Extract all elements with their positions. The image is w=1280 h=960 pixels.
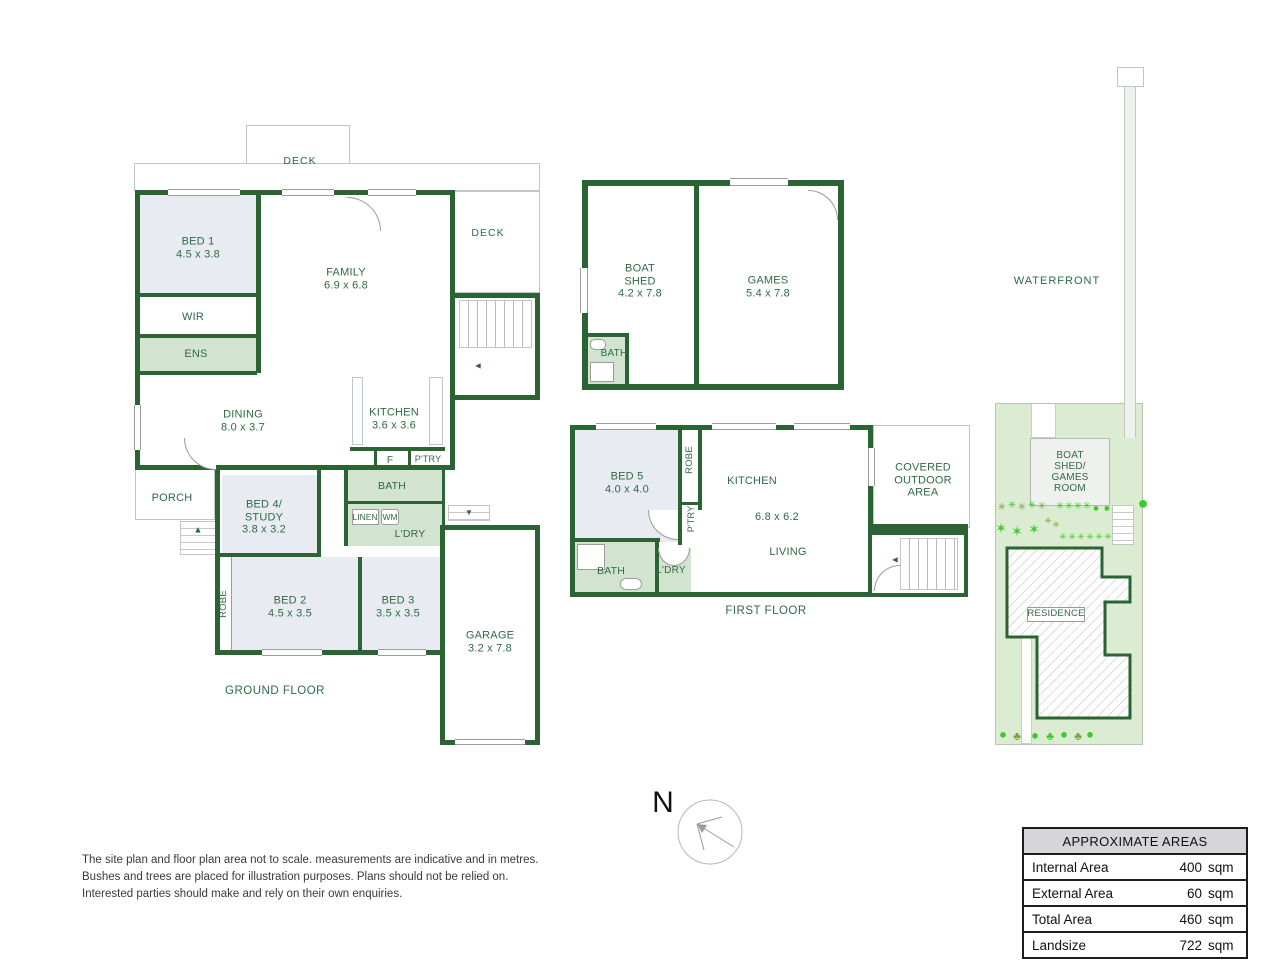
- window-covered-left: [868, 448, 875, 486]
- bush-icon: ✳: [1044, 515, 1052, 526]
- table-row: [1024, 855, 1246, 881]
- boatshed-bath-label: BATH: [600, 347, 628, 359]
- window-dining-left: [134, 405, 141, 450]
- bush-icon: ✳: [1052, 519, 1060, 530]
- deck-top-label: DECK: [283, 154, 317, 167]
- garage-label: GARAGE 3.2 x 7.8: [465, 629, 515, 654]
- disclaimer-line: Interested parties should make and rely on their own enquiries.: [82, 888, 403, 900]
- tree-icon: ♣: [1013, 729, 1021, 743]
- jetty-head: [1117, 67, 1144, 87]
- bed5-robe-wall: [678, 430, 682, 545]
- bath-ldry-wall: [348, 501, 442, 504]
- covered-outdoor-left-wall: [868, 488, 873, 528]
- bush-icon: ✳: [1017, 502, 1027, 513]
- bush-icon: ✳: [1086, 531, 1094, 542]
- bush-icon: ✳: [1027, 500, 1037, 511]
- deck-band-outline: [134, 163, 540, 191]
- boatshed-window-left: [580, 268, 588, 313]
- ptry-label-gf: P'TRY: [414, 453, 442, 464]
- bed5-bath-wall: [575, 538, 660, 542]
- linen-label: LINEN: [352, 511, 378, 522]
- boatshed-bath-wall-t: [588, 333, 628, 337]
- ldry-label-ff: L'DRY: [656, 564, 686, 576]
- bed5-label: BED 5 4.0 x 4.0: [605, 470, 649, 495]
- disclaimer-line: The site plan and floor plan area not to scale. measurements are indicative and in metres.: [82, 854, 539, 866]
- bed4-right-wall: [317, 470, 321, 555]
- area-label: Landsize: [1032, 937, 1087, 953]
- ptry-closet-wall: [408, 447, 411, 465]
- games-label: GAMES 5.4 x 7.8: [746, 274, 790, 299]
- tree-icon: ●: [1086, 726, 1094, 742]
- bush-icon: ✳: [1068, 531, 1076, 542]
- area-value: 400: [1179, 859, 1202, 875]
- porch-steps-arrow: ▲: [193, 524, 203, 535]
- window-bed1-top: [168, 189, 240, 196]
- area-unit: sqm: [1208, 911, 1234, 927]
- tree-icon: ●: [1137, 493, 1149, 513]
- window-bed5-top: [596, 423, 656, 430]
- kitchen-label-gf: KITCHEN 3.6 x 3.6: [369, 406, 419, 431]
- deck-right-label: DECK: [471, 226, 505, 239]
- kitchen-dims-ff: 6.8 x 6.2: [755, 510, 799, 523]
- ldry-label-gf: L'DRY: [394, 527, 426, 540]
- bath-label-ff: BATH: [596, 564, 626, 577]
- bush-icon: ✳: [1059, 531, 1067, 542]
- area-label: Internal Area: [1032, 859, 1109, 875]
- hall-bath-wall: [344, 470, 348, 546]
- porch-label: PORCH: [151, 491, 193, 504]
- garage-door-opening: [455, 739, 525, 745]
- disclaimer-line: Bushes and trees are placed for illustration purposes. Plans should not be relied on.: [82, 871, 509, 883]
- boatshed-shower: [590, 362, 614, 382]
- areas-table-header: APPROXIMATE AREAS: [1024, 829, 1246, 855]
- bush-icon: ✳: [1104, 531, 1112, 542]
- bush-icon: ●: [1092, 502, 1100, 515]
- kitchen-label-ff: KITCHEN: [727, 474, 777, 487]
- tree-icon: ●: [1031, 727, 1039, 743]
- bush-icon: ✳: [1077, 531, 1085, 542]
- bush-icon: ✳: [1082, 501, 1092, 512]
- compass-north-label: N: [652, 785, 674, 819]
- robe-divider: [231, 557, 232, 650]
- first-floor-title: FIRST FLOOR: [725, 604, 807, 617]
- robe-ptry-divider: [678, 502, 702, 505]
- kitchen-bath-wall: [350, 447, 445, 451]
- bush-icon: ✳: [997, 502, 1007, 513]
- residence-footprint: [995, 403, 1143, 745]
- path-steps-arrow: ▼: [465, 508, 473, 517]
- window-bed3-bottom: [378, 649, 426, 656]
- area-unit: sqm: [1208, 859, 1234, 875]
- ens-dining-wall: [140, 371, 257, 375]
- bush-icon: ✳: [1055, 501, 1065, 512]
- approximate-areas-table: [1022, 827, 1248, 959]
- site-boatshed-label: BOAT SHED/ GAMES ROOM: [1051, 450, 1089, 494]
- tree-icon: ♣: [1046, 729, 1054, 743]
- compass-icon: [676, 798, 746, 868]
- bush-icon: ✳: [1007, 500, 1017, 511]
- family-label: FAMILY 6.9 x 6.8: [324, 266, 368, 291]
- ens-label: ENS: [184, 347, 208, 360]
- disclaimer-text: [82, 852, 552, 903]
- residence-label-box: [1027, 607, 1085, 622]
- boatshed-label: BOAT SHED 4.2 x 7.8: [618, 262, 662, 300]
- table-row: [1024, 933, 1246, 957]
- window-bed2-bottom: [262, 649, 322, 656]
- ptry-label-ff: P'TRY: [685, 505, 696, 533]
- area-unit: sqm: [1208, 885, 1234, 901]
- bush-icon: ✶: [1028, 521, 1040, 537]
- area-unit: sqm: [1208, 937, 1234, 953]
- bed1-family-wall: [256, 195, 261, 373]
- bed1-label: BED 1 4.5 x 3.8: [176, 235, 220, 260]
- tree-icon: ●: [999, 726, 1007, 742]
- boatshed-games-wall: [694, 186, 699, 384]
- window-living-top: [794, 423, 850, 430]
- area-label: External Area: [1032, 885, 1114, 901]
- waterfront-label: WATERFRONT: [1013, 274, 1101, 287]
- bush-icon: ✶: [1011, 523, 1023, 539]
- bush-icon: ✳: [1064, 501, 1074, 512]
- bed2-bed3-wall: [358, 557, 362, 650]
- table-row: [1024, 907, 1246, 933]
- tree-icon: ●: [1060, 726, 1068, 742]
- bush-icon: ✳: [1073, 501, 1083, 512]
- bush-icon: ✳: [1095, 531, 1103, 542]
- area-label: Total Area: [1032, 911, 1093, 927]
- bed4-label: BED 4/ STUDY 3.8 x 3.2: [242, 498, 286, 536]
- f-closet-label: F: [386, 454, 394, 466]
- dining-label: DINING 8.0 x 3.7: [221, 408, 265, 433]
- covered-outdoor-bottom-wall: [868, 524, 968, 531]
- covered-outdoor-label: COVERED OUTDOOR AREA: [894, 461, 952, 499]
- residence-label: RESIDENCE: [1027, 608, 1085, 620]
- bed1-wir-wall: [140, 293, 256, 297]
- robe-kitchen-wall: [698, 430, 702, 510]
- bed3-label: BED 3 3.5 x 3.5: [376, 594, 420, 619]
- area-value: 722: [1179, 937, 1202, 953]
- bush-icon: ✶: [995, 520, 1007, 536]
- first-floor-stairs: [900, 538, 958, 590]
- tree-icon: ♣: [1074, 729, 1082, 743]
- bed2-label: BED 2 4.5 x 3.5: [268, 594, 312, 619]
- robe-label-gf: ROBE: [217, 590, 229, 618]
- wir-label: WIR: [182, 310, 204, 323]
- window-family-top: [368, 189, 416, 196]
- area-value: 60: [1186, 885, 1202, 901]
- area-value: 460: [1179, 911, 1202, 927]
- games-window-top: [730, 178, 788, 186]
- ff-toilet: [620, 578, 642, 590]
- window-kitchen-top: [712, 423, 776, 430]
- living-label: LIVING: [769, 545, 807, 558]
- ground-floor-title: GROUND FLOOR: [225, 684, 325, 697]
- wm-label: WM: [382, 511, 398, 522]
- robe-label-ff: ROBE: [683, 446, 695, 474]
- wir-ens-wall: [140, 334, 256, 338]
- kitchen-appliance-column: [429, 377, 443, 445]
- bush-icon: ✳: [1037, 501, 1047, 512]
- bath-label-gf: BATH: [377, 479, 407, 492]
- deck-right-outline: [450, 191, 540, 293]
- bush-icon: ●: [1103, 502, 1111, 515]
- ff-stairs-arrow: ◄: [890, 554, 900, 565]
- ground-floor-stairs: [459, 300, 532, 348]
- f-closet-wall: [374, 447, 377, 465]
- stairs-direction-arrow: ◄: [473, 360, 483, 371]
- kitchen-counter: [352, 377, 363, 445]
- window-family-top2: [282, 189, 334, 196]
- table-row: [1024, 881, 1246, 907]
- jetty: [1124, 86, 1136, 438]
